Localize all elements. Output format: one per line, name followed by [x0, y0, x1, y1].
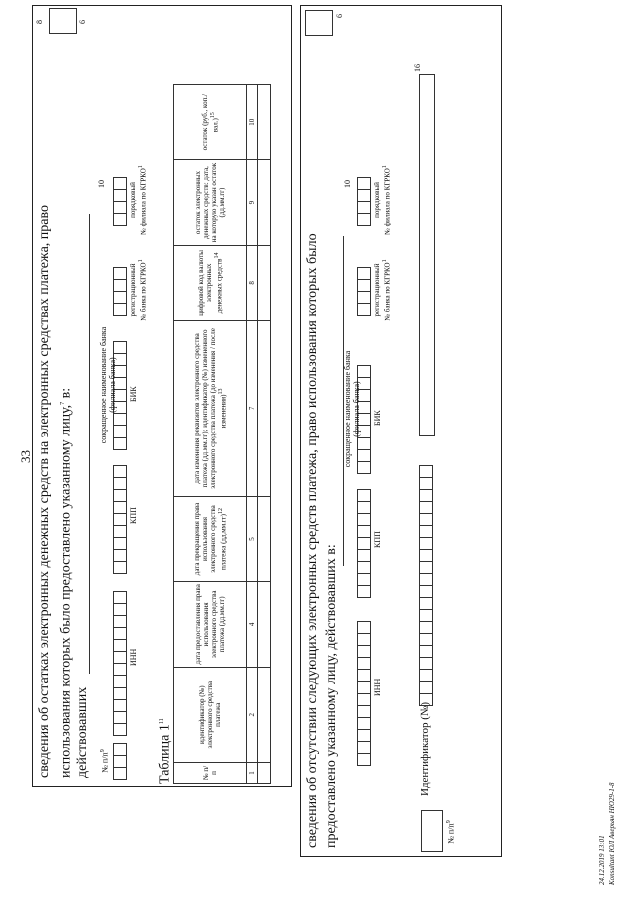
table-empty-row[interactable]: [258, 85, 271, 784]
table-title: Таблица $1^{11}$: [157, 718, 173, 784]
section1-title-line1: сведения об остатках электронных денежных средств на электронных средствах платежа, право: [37, 204, 52, 778]
section2-title-line2: предоставлено указанному лицу, действовавших в:: [324, 544, 339, 848]
table-colnum-row: [247, 85, 258, 784]
num-label: № $п/п^9$: [100, 749, 110, 773]
colnum: 4: [247, 582, 258, 667]
section1-title-line3: действовавших: [75, 686, 90, 778]
bik-label: БИК: [373, 410, 382, 426]
page-number: 33: [18, 450, 33, 463]
header-change-date: дата изменения реквизитов электронного средства платежа (дд.мм.гг); идентификатор (№) измененного электронного средства платежа (до изменения / после изменения)13: [174, 321, 247, 497]
kpp-cells[interactable]: [113, 466, 127, 574]
bik-label: БИК: [129, 386, 138, 402]
footer-line2: Konsultant ЮЛ Аверьян НЮ29-1-8: [608, 782, 616, 885]
header-balance-date: остаток электронных денежных средств: дата, на которую указан остаток (дд.мм.гг): [174, 160, 247, 245]
colnum: 9: [247, 160, 258, 245]
identifier-label: Идентификатор (№): [419, 701, 431, 796]
seq-label: порядковый № филиала по КГРКО1: [129, 165, 148, 235]
bank-name-label: сокращенное наименование банка (филиала банка): [99, 326, 117, 444]
identifier-cells[interactable]: [419, 466, 433, 706]
balances-table: [173, 84, 271, 784]
seq-cells[interactable]: [357, 178, 371, 226]
num-cells[interactable]: [113, 744, 127, 780]
header-currency-code: цифровой код валюты электронных денежных средств14: [174, 245, 247, 320]
mark-10: 10: [343, 180, 352, 188]
header-identifier: идентификатор (№) электронного средства платежа: [174, 667, 247, 762]
colnum: 7: [247, 321, 258, 497]
bank-name-label: сокращенное наименование банка (филиала банка): [343, 350, 361, 468]
mark-6: 6: [78, 20, 87, 24]
section1-frame: [32, 5, 292, 787]
colnum: 1: [247, 762, 258, 783]
num-box[interactable]: [421, 810, 443, 852]
header-balance: остаток (руб., коп./вал.)15: [174, 85, 247, 160]
num-label: № $п/п^9$: [446, 820, 456, 844]
kpp-label: КПП: [129, 507, 138, 524]
section2-title-line1: сведения об отсутствии следующих электронных средств платежа, право использования которых было: [305, 233, 320, 848]
inn-label: ИНН: [373, 678, 382, 696]
colnum: 2: [247, 667, 258, 762]
section1-period-line: [89, 214, 90, 674]
kpp-cells[interactable]: [357, 490, 371, 598]
seq-cells[interactable]: [113, 178, 127, 226]
colnum: 5: [247, 496, 258, 581]
identifier-wide-box[interactable]: [419, 74, 435, 436]
inn-label: ИНН: [129, 648, 138, 666]
section2-corner-box[interactable]: [305, 10, 333, 36]
reg-cells[interactable]: [357, 268, 371, 316]
mark-6: 6: [335, 14, 344, 18]
mark-8: 8: [35, 20, 44, 24]
footer-line1: 24.12.2019 13:01: [598, 835, 606, 885]
header-num: № п/п: [174, 762, 247, 783]
seq-label: порядковый № филиала по КГРКО1: [373, 165, 392, 235]
reg-label: регистрационный № банка по КГРКО1: [129, 259, 148, 321]
reg-cells[interactable]: [113, 268, 127, 316]
reg-label: регистрационный № банка по КГРКО1: [373, 259, 392, 321]
header-grant-date: дата предоставления права использования электронного средства платежа (дд.мм.гг): [174, 582, 247, 667]
section2-frame: [300, 5, 502, 857]
colnum: 10: [247, 85, 258, 160]
header-end-date: дата прекращения права использования электронного средства платежа (дд.мм.гг)12: [174, 496, 247, 581]
section1-title-line2: использования которых было предоставлено указанному лицу,$^7$ в:: [58, 387, 74, 778]
kpp-label: КПП: [373, 531, 382, 548]
mark-10: 10: [97, 180, 106, 188]
table-header-row: [174, 85, 247, 784]
mark-16: 16: [413, 64, 422, 72]
section1-corner-box[interactable]: [49, 8, 77, 34]
inn-cells[interactable]: [113, 592, 127, 736]
inn-cells[interactable]: [357, 622, 371, 766]
colnum: 8: [247, 245, 258, 320]
